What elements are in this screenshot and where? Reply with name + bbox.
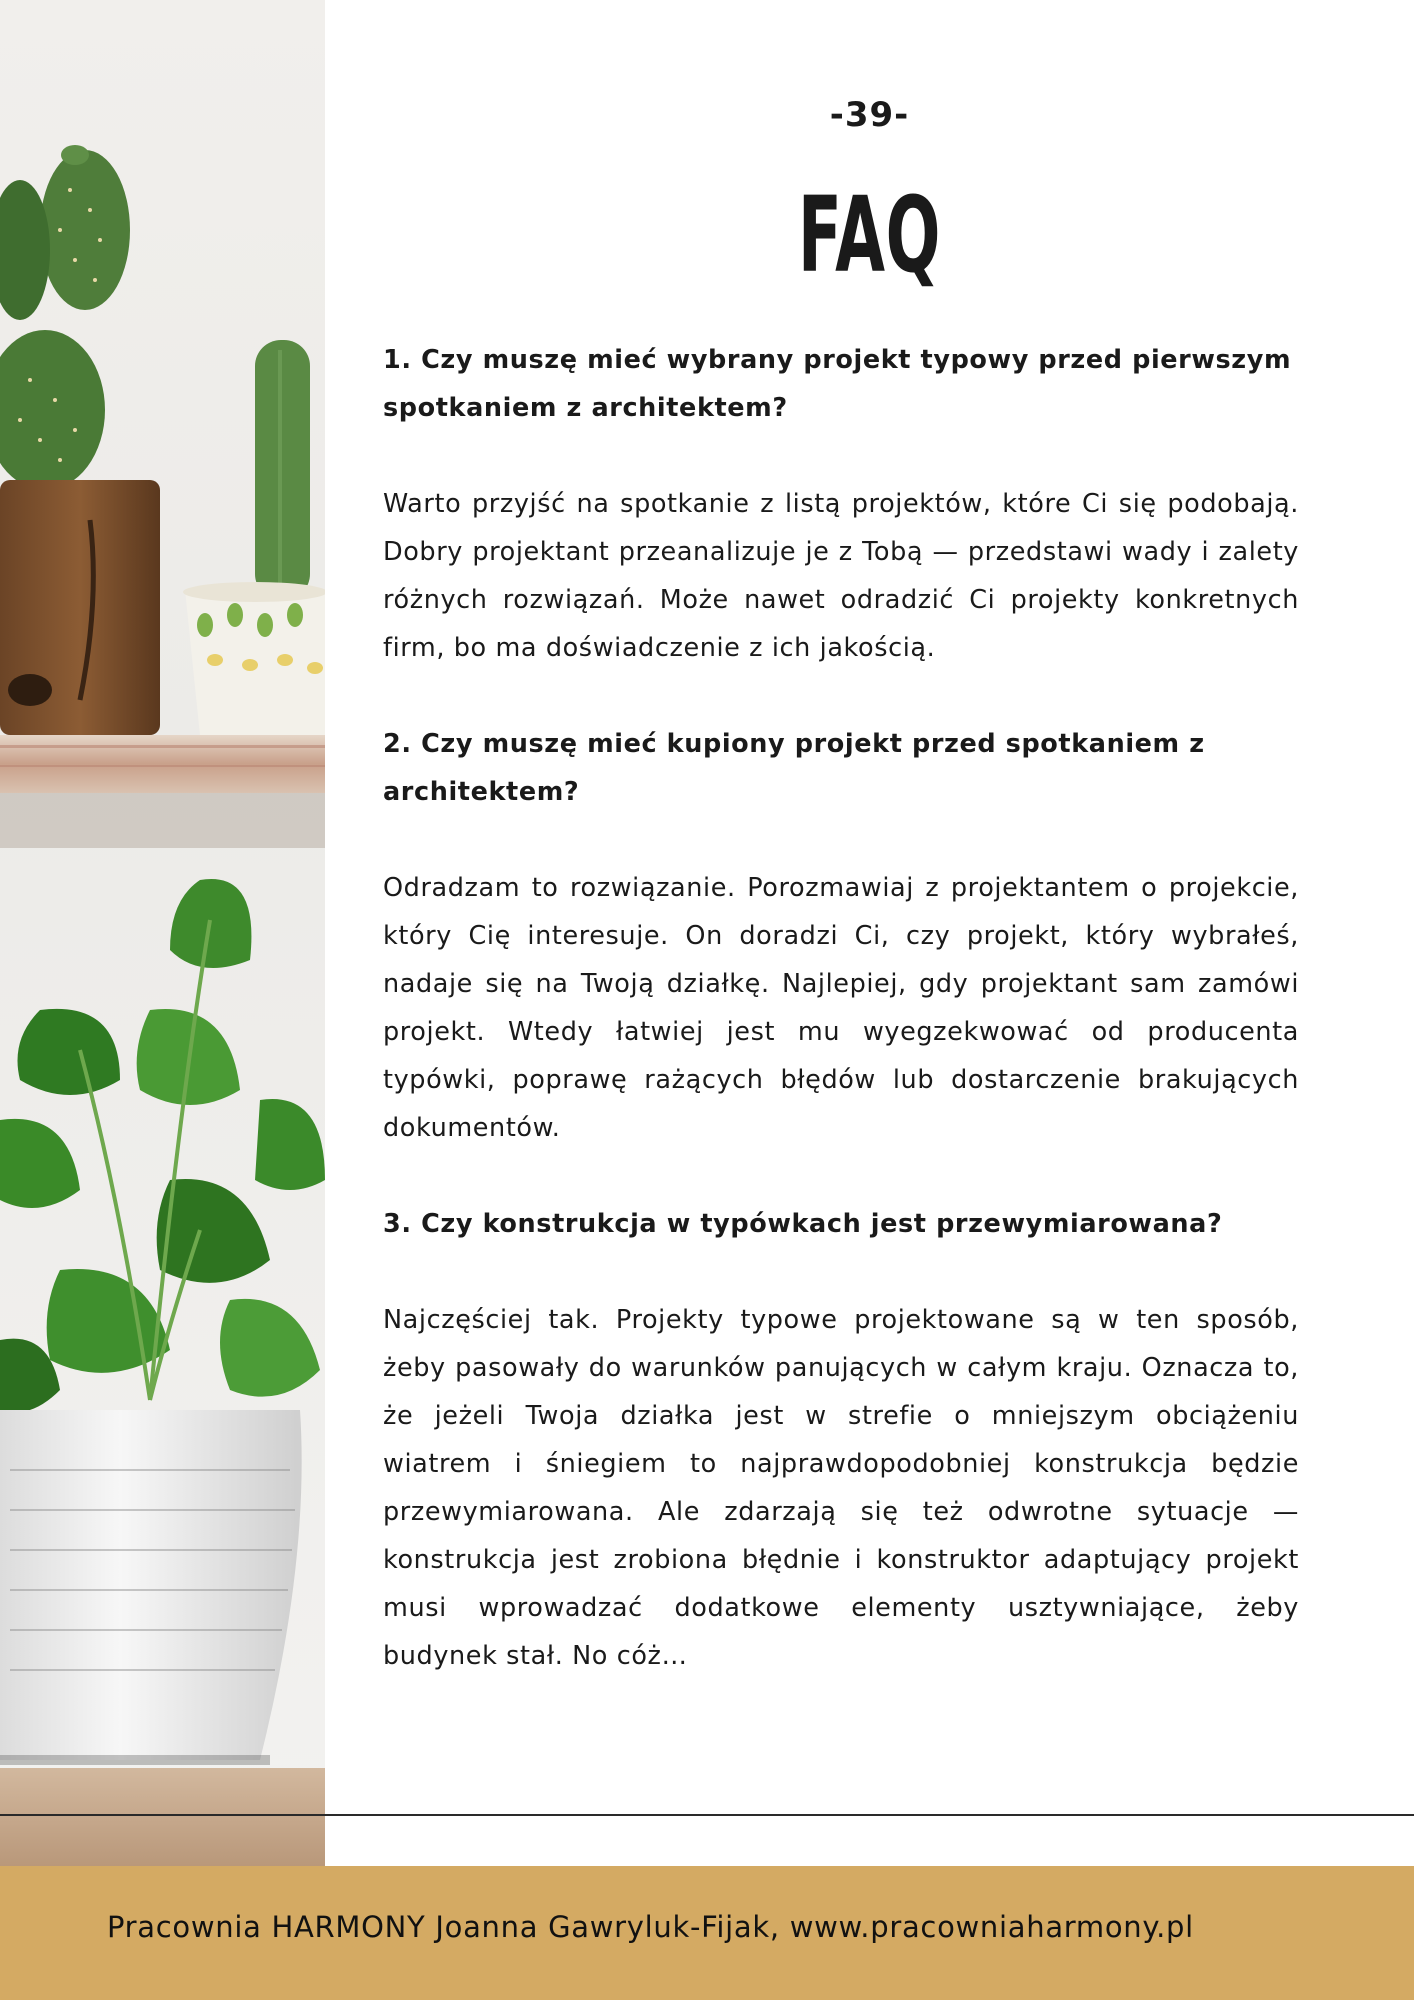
footer-band bbox=[0, 1866, 1414, 2000]
faq-item-1 bbox=[383, 336, 1299, 672]
faq-item-3 bbox=[383, 1200, 1299, 1680]
faq-answer: Odradzam to rozwiązanie. Porozmawiaj z projektantem o projekcie, który Cię interesuje. On doradzi Ci, czy projekt, który wybrałeś, nadaje się na Twoją działkę. Najlepiej, gdy projektant sam zamówi projekt. Wtedy łatwiej jest mu wyegzekwować od producenta typówki, poprawę rażących błędów lub dostarczenie brakujących dokumentów. bbox=[383, 873, 1299, 1143]
faq-question: 3. Czy konstrukcja w typówkach jest przewymiarowana? bbox=[383, 1209, 1223, 1239]
page-number: -39- bbox=[829, 95, 910, 135]
page-title: FAQ bbox=[797, 174, 942, 296]
faq-answer: Najczęściej tak. Projekty typowe projektowane są w ten sposób, żeby pasowały do warunków panujących w całym kraju. Oznacza to, że jeżeli Twoja działka jest w strefie o mniejszym obciążeniu wiatrem i śniegiem to najprawdopodobniej konstrukcja będzie przewymiarowana. Ale zdarzają się też odwrotne sytuacje — konstrukcja jest zrobiona błędnie i konstruktor adaptujący projekt musi wprowadzać dodatkowe elementy usztywniające, żeby budynek stał. No cóż… bbox=[383, 1305, 1299, 1671]
plants-illustration bbox=[0, 0, 325, 1866]
faq-answer: Warto przyjść na spotkanie z listą projektów, które Ci się podobają. Dobry projektant przeanalizuje je z Tobą — przedstawi wady i zalety różnych rozwiązań. Może nawet odradzić Ci projekty konkretnych firm, bo ma doświadczenie z ich jakością. bbox=[383, 489, 1299, 663]
faq-list bbox=[383, 336, 1299, 1680]
faq-question: 2. Czy muszę mieć kupiony projekt przed spotkaniem z architektem? bbox=[383, 729, 1205, 807]
footer-credits: Pracownia HARMONY Joanna Gawryluk-Fijak, www.pracowniaharmony.pl bbox=[107, 1910, 1194, 1944]
faq-question: 1. Czy muszę mieć wybrany projekt typowy przed pierwszym spotkaniem z architektem? bbox=[383, 345, 1292, 423]
side-photo-plants bbox=[0, 0, 325, 1866]
footer-divider bbox=[0, 1814, 1414, 1816]
faq-item-2 bbox=[383, 720, 1299, 1152]
